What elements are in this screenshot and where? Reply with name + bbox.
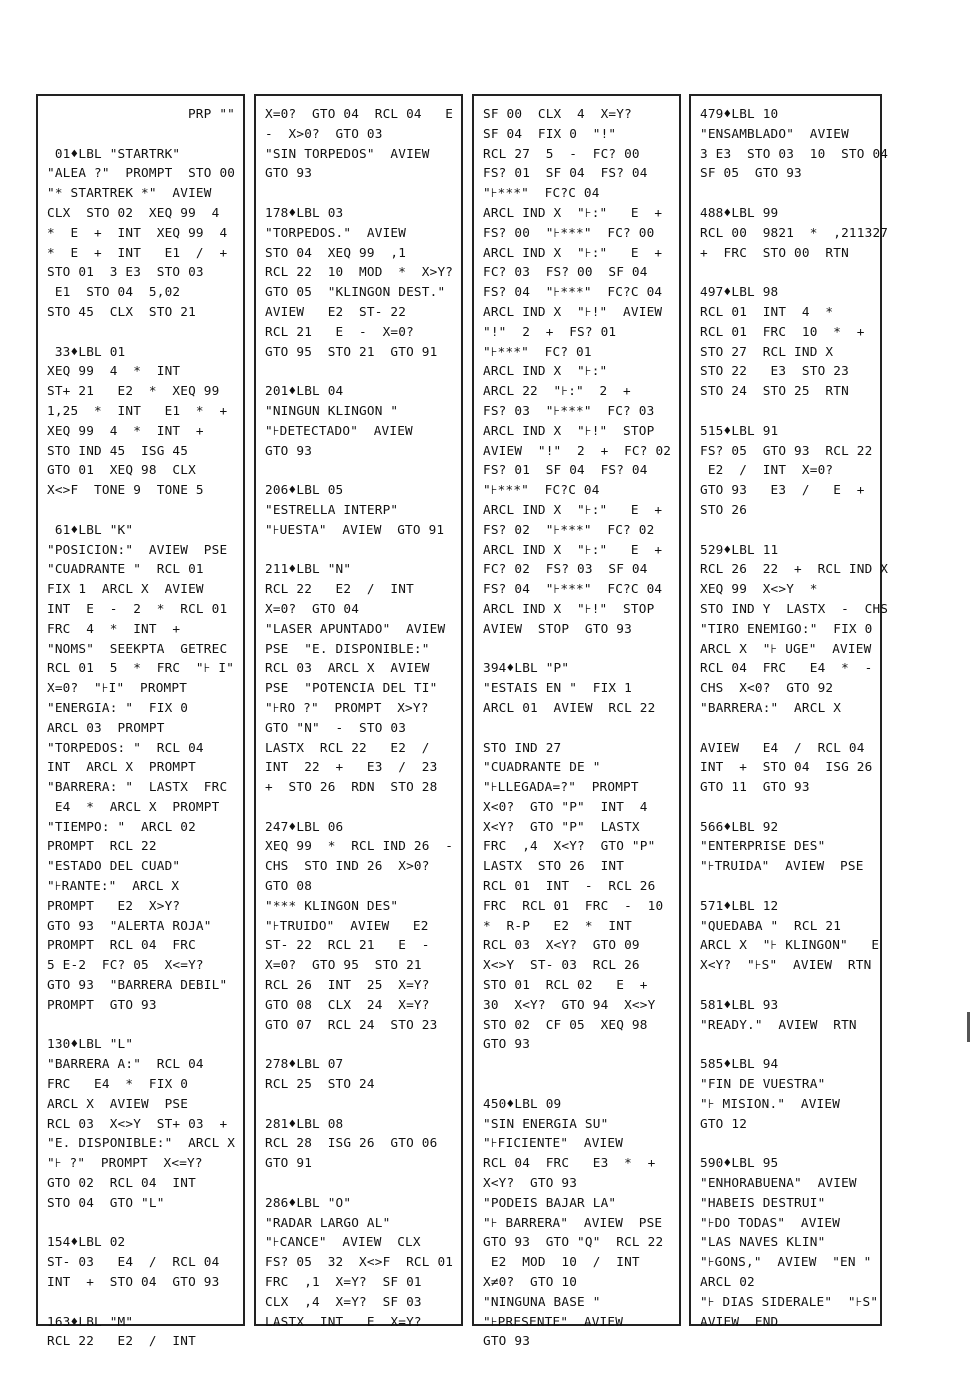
program-line <box>265 540 453 560</box>
program-line: LASTX STO 26 INT <box>483 858 625 874</box>
program-line: GTO 93 <box>483 1036 531 1052</box>
program-line: 394♦LBL "P" <box>483 660 570 676</box>
program-line: "RADAR LARGO AL" <box>265 1214 391 1230</box>
program-line: "TORPEDOS: " RCL 04 <box>47 739 204 755</box>
program-line: "⊦***" FC?C 04 <box>483 185 600 201</box>
program-line: STO 01 RCL 02 E + <box>483 977 648 993</box>
program-line: STO 22 E3 STO 23 <box>700 363 849 379</box>
program-line: "⊦***" FC?C 04 <box>483 482 600 498</box>
program-line: "⊦RANTE:" ARCL X <box>47 878 180 894</box>
program-line: 1,25 * INT E1 * + <box>47 402 228 418</box>
program-line: X=0? GTO 04 RCL 04 E <box>265 106 454 121</box>
program-line <box>265 361 453 381</box>
program-line: "PODEIS BAJAR LA" <box>483 1194 617 1210</box>
program-line: "ENHORABUENA" AVIEW <box>700 1175 857 1191</box>
program-line <box>700 262 872 282</box>
program-line: ARCL IND X "⊦:" E + <box>483 204 663 220</box>
program-line: "⊦ BARRERA" AVIEW PSE <box>483 1214 663 1230</box>
program-line: FRC ,1 X=Y? SF 01 <box>265 1274 422 1290</box>
program-line: "⊦UESTA" AVIEW GTO 91 <box>265 521 445 537</box>
program-line: RCL 21 E - X=0? <box>265 323 414 339</box>
program-line: 201♦LBL 04 <box>265 383 344 399</box>
program-line: 497♦LBL 98 <box>700 284 779 300</box>
program-line: "⊦PRESENTE" AVIEW <box>483 1313 624 1329</box>
program-line: GTO 93 <box>483 1333 531 1349</box>
program-line: PROMPT GTO 93 <box>47 996 157 1012</box>
program-line: X<0? GTO "P" INT 4 <box>483 798 648 814</box>
program-line: FS? 00 "⊦***" FC? 00 <box>483 224 655 240</box>
program-line: "CUADRANTE " RCL 01 <box>47 561 204 577</box>
program-line: 247♦LBL 06 <box>265 818 344 834</box>
program-line: "LAS NAVES KLIN" <box>700 1234 826 1250</box>
program-line: CLX STO 02 XEQ 99 4 <box>47 204 220 220</box>
program-line: AVIEW E2 ST- 22 <box>265 303 407 319</box>
program-line: GTO 07 RCL 24 STO 23 <box>265 1016 438 1032</box>
program-line: 450♦LBL 09 <box>483 1095 562 1111</box>
program-line: INT 22 + E3 / 23 <box>265 759 438 775</box>
program-line: XEQ 99 * RCL IND 26 - <box>265 838 454 854</box>
program-line: "⊦TRUIDO" AVIEW E2 <box>265 917 429 933</box>
program-line: ARCL X AVIEW PSE <box>47 1095 189 1111</box>
program-line: PRP "" <box>187 106 235 121</box>
program-line: ARCL 03 PROMPT <box>47 719 165 735</box>
program-line: PROMPT RCL 04 FRC <box>47 937 196 953</box>
program-line: "ESTAIS EN " FIX 1 <box>483 680 632 696</box>
program-line: "ALEA ?" PROMPT STO 00 <box>47 165 236 181</box>
program-line: "ENERGIA: " FIX 0 <box>47 699 189 715</box>
program-line: 278♦LBL 07 <box>265 1056 344 1072</box>
program-line: X=0? GTO 95 STO 21 <box>265 957 422 973</box>
program-line: 163♦LBL "M" <box>47 1313 134 1329</box>
program-line: PROMPT E2 X>Y? <box>47 897 181 913</box>
program-line: 3 E3 STO 03 10 STO 04 <box>700 145 889 161</box>
program-line: 130♦LBL "L" <box>47 1036 134 1052</box>
program-line: "E. DISPONIBLE:" ARCL X <box>47 1135 236 1151</box>
program-line: "BARRERA: " LASTX FRC <box>47 779 228 795</box>
program-line: 529♦LBL 11 <box>700 541 779 557</box>
program-line: + FRC STO 00 RTN <box>700 244 849 260</box>
program-line: ARCL IND X "⊦:" E + <box>483 501 663 517</box>
listing-column-4 <box>689 94 889 1329</box>
program-line: X=0? "⊦I" PROMPT <box>47 680 188 696</box>
program-line: GTO 91 <box>265 1155 313 1171</box>
program-line <box>47 500 235 520</box>
program-line: ARCL IND X "⊦!" STOP <box>483 422 655 438</box>
program-line: PSE "E. DISPONIBLE:" <box>265 640 430 656</box>
program-line <box>47 1015 235 1035</box>
program-line: STO IND 27 <box>483 739 562 755</box>
program-line: + STO 26 RDN STO 28 <box>265 779 438 795</box>
program-line: 30 X<Y? GTO 94 X<>Y <box>483 996 656 1012</box>
program-line <box>700 183 872 203</box>
program-line: "QUEDABA " RCL 21 <box>700 917 842 933</box>
program-line: GTO "N" - STO 03 <box>265 719 407 735</box>
program-line: RCL 03 X<Y? GTO 09 <box>483 937 640 953</box>
program-line: X<Y? GTO 93 <box>483 1175 578 1191</box>
program-line: * E + INT XEQ 99 4 <box>47 224 228 240</box>
program-line: RCL 01 INT - RCL 26 <box>483 878 656 894</box>
program-line <box>700 975 872 995</box>
program-line: FRC RCL 01 FRC - 10 <box>483 897 664 913</box>
program-line <box>700 1034 872 1054</box>
program-line: "HABEIS DESTRUI" <box>700 1194 826 1210</box>
program-line: GTO 93 "BARRERA DEBIL" <box>47 977 228 993</box>
program-line: ST- 22 RCL 21 E - <box>265 937 430 953</box>
program-line: FS? 03 "⊦***" FC? 03 <box>483 402 655 418</box>
program-line: 479♦LBL 10 <box>700 106 779 121</box>
program-line: "FIN DE VUESTRA" <box>700 1076 826 1092</box>
program-line: AVIEW STOP GTO 93 <box>483 620 632 636</box>
program-line: "LASER APUNTADO" AVIEW <box>265 620 446 636</box>
program-line: RCL 01 INT 4 * <box>700 303 834 319</box>
program-line: E2 / INT X=0? <box>700 462 834 478</box>
program-line: XEQ 99 X<>Y * <box>700 581 818 597</box>
program-line: RCL 01 5 * FRC "⊦ I" <box>47 660 235 676</box>
program-line: ARCL X "⊦ UGE" AVIEW <box>700 640 872 656</box>
program-line: PROMPT RCL 22 <box>47 838 157 854</box>
program-line: RCL 22 10 MOD * X>Y? <box>265 264 454 280</box>
program-line: "⊦GONS," AVIEW "EN " <box>700 1254 872 1270</box>
program-line: GTO 12 <box>700 1115 748 1131</box>
program-line: GTO 08 <box>265 878 313 894</box>
program-line <box>265 1094 453 1114</box>
program-line: ARCL IND X "⊦!" AVIEW <box>483 303 663 319</box>
program-line: 61♦LBL "K" <box>47 521 134 537</box>
program-line: GTO 02 RCL 04 INT <box>47 1175 196 1191</box>
listing-column-3 <box>472 94 681 1349</box>
program-line: "TORPEDOS." AVIEW <box>265 224 407 240</box>
program-line: X<>F TONE 9 TONE 5 <box>47 482 204 498</box>
program-line: XEQ 99 4 * INT <box>47 363 181 379</box>
program-line: X<>Y ST- 03 RCL 26 <box>483 957 640 973</box>
program-line: XEQ 99 4 * INT + <box>47 422 204 438</box>
program-line: - X>0? GTO 03 <box>265 125 383 141</box>
program-line: 154♦LBL 02 <box>47 1234 126 1250</box>
program-line: STO IND 45 ISG 45 <box>47 442 189 458</box>
program-line: CLX ,4 X=Y? SF 03 <box>265 1293 422 1309</box>
program-line <box>265 460 453 480</box>
program-line: "* STARTREK *" AVIEW <box>47 185 212 201</box>
program-line: CHS X<0? GTO 92 <box>700 680 834 696</box>
program-line: STO 04 XEQ 99 ,1 <box>265 244 407 260</box>
program-line: * E + INT E1 / + <box>47 244 228 260</box>
program-line: "ESTRELLA INTERP" <box>265 501 399 517</box>
program-line: RCL 25 STO 24 <box>265 1076 375 1092</box>
program-line: RCL 03 ARCL X AVIEW <box>265 660 430 676</box>
program-line: LASTX INT E X=Y? <box>265 1313 422 1329</box>
program-line: GTO 05 "KLINGON DEST." <box>265 284 446 300</box>
program-line: 585♦LBL 94 <box>700 1056 779 1072</box>
program-line: RCL 26 INT 25 X=Y? <box>265 977 430 993</box>
program-line: 515♦LBL 91 <box>700 422 779 438</box>
program-line: "TIRO ENEMIGO:" FIX 0 <box>700 620 873 636</box>
program-line: FRC E4 * FIX 0 <box>47 1076 189 1092</box>
program-line: RCL 01 FRC 10 * + <box>700 323 865 339</box>
program-line: INT ARCL X PROMPT <box>47 759 196 775</box>
program-line: STO 27 RCL IND X <box>700 343 834 359</box>
program-line: RCL 22 E2 / INT <box>47 1333 196 1349</box>
program-line: 5 E-2 FC? 05 X<=Y? <box>47 957 204 973</box>
program-line: "TIEMPO: " ARCL 02 <box>47 818 196 834</box>
program-line <box>265 797 453 817</box>
program-line: 571♦LBL 12 <box>700 897 779 913</box>
listing-column-1 <box>36 94 245 1349</box>
program-line: GTO 93 "ALERTA ROJA" <box>47 917 212 933</box>
program-line <box>47 124 235 144</box>
program-line: CHS STO IND 26 X>0? <box>265 858 430 874</box>
program-line: "⊦ MISION." AVIEW <box>700 1095 841 1111</box>
program-line: AVIEW "!" 2 + FC? 02 <box>483 442 672 458</box>
program-line: "⊦TRUIDA" AVIEW PSE <box>700 858 864 874</box>
program-line: "BARRERA:" ARCL X <box>700 699 842 715</box>
program-line: X<Y? GTO "P" LASTX <box>483 818 640 834</box>
program-line: "⊦DO TODAS" AVIEW <box>700 1214 841 1230</box>
program-line <box>265 1173 453 1193</box>
program-line: ARCL IND X "⊦:" E + <box>483 244 663 260</box>
program-line: RCL 00 9821 * ,211327 <box>700 224 889 240</box>
program-line: ARCL IND X "⊦!" STOP <box>483 600 655 616</box>
program-line: RCL 03 X<>Y ST+ 03 + <box>47 1115 228 1131</box>
program-line: LASTX RCL 22 E2 / <box>265 739 430 755</box>
program-line: "⊦***" FC? 01 <box>483 343 592 359</box>
program-line: "⊦ ?" PROMPT X<=Y? <box>47 1155 203 1171</box>
program-line: "POSICION:" AVIEW PSE <box>47 541 228 557</box>
program-line: RCL 22 E2 / INT <box>265 581 414 597</box>
program-line: STO 04 GTO "L" <box>47 1194 165 1210</box>
program-line: E2 MOD 10 / INT <box>483 1254 640 1270</box>
program-line: GTO 95 STO 21 GTO 91 <box>265 343 438 359</box>
program-line: 01♦LBL "STARTRK" <box>47 145 181 161</box>
program-line: "ESTADO DEL CUAD" <box>47 858 181 874</box>
program-line: STO 26 <box>700 501 748 517</box>
program-line: "SIN ENERGIA SU" <box>483 1115 609 1131</box>
program-line: "NINGUN KLINGON " <box>265 402 399 418</box>
program-line: RCL 04 FRC E4 * - <box>700 660 873 676</box>
program-line: "ENTERPRISE DES" <box>700 838 826 854</box>
program-line: GTO 11 GTO 93 <box>700 779 810 795</box>
program-line: 178♦LBL 03 <box>265 204 344 220</box>
program-line: FS? 05 GTO 93 RCL 22 <box>700 442 873 458</box>
program-line: RCL 26 22 + RCL IND X <box>700 561 889 577</box>
program-line <box>483 1054 671 1074</box>
program-line: 566♦LBL 92 <box>700 818 779 834</box>
program-line: INT + STO 04 GTO 93 <box>47 1274 220 1290</box>
program-line: X=0? GTO 04 <box>265 600 360 616</box>
program-line: ARCL 22 "⊦:" 2 + <box>483 383 631 399</box>
program-line: "READY." AVIEW RTN <box>700 1016 857 1032</box>
program-line: ARCL IND X "⊦:" E + <box>483 541 663 557</box>
program-line <box>483 639 671 659</box>
program-line: SF 04 FIX 0 "!" <box>483 125 617 141</box>
program-line: ARCL IND X "⊦:" <box>483 363 608 379</box>
program-line: 286♦LBL "O" <box>265 1194 352 1210</box>
program-line: FS? 01 SF 04 FS? 04 <box>483 462 648 478</box>
program-line <box>47 1213 235 1233</box>
program-line <box>700 520 872 540</box>
program-line: FS? 01 SF 04 FS? 04 <box>483 165 648 181</box>
program-line: GTO 93 <box>265 442 313 458</box>
program-line: X≠0? GTO 10 <box>483 1274 578 1290</box>
program-line: RCL 27 5 - FC? 00 <box>483 145 640 161</box>
program-line: GTO 93 E3 / E + <box>700 482 865 498</box>
program-line <box>700 797 872 817</box>
program-line: STO 24 STO 25 RTN <box>700 383 849 399</box>
program-line: ST- 03 E4 / RCL 04 <box>47 1254 220 1270</box>
program-line: "BARRERA A:" RCL 04 <box>47 1056 204 1072</box>
program-line: STO 02 CF 05 XEQ 98 <box>483 1016 648 1032</box>
program-line: 281♦LBL 08 <box>265 1115 344 1131</box>
program-line: SF 00 CLX 4 X=Y? <box>483 106 632 121</box>
program-line: "⊦ DIAS SIDERALE" "⊦S" <box>700 1293 879 1309</box>
program-line <box>700 876 872 896</box>
program-line: FIX 1 ARCL X AVIEW <box>47 581 204 597</box>
program-line: INT E - 2 * RCL 01 <box>47 600 228 616</box>
program-line: "⊦DETECTADO" AVIEW <box>265 422 413 438</box>
program-line <box>47 1292 235 1312</box>
program-line: "NINGUNA BASE " <box>483 1293 601 1309</box>
program-line: STO 01 3 E3 STO 03 <box>47 264 204 280</box>
program-line: 211♦LBL "N" <box>265 561 352 577</box>
program-line: GTO 93 <box>265 165 313 181</box>
program-line: 33♦LBL 01 <box>47 343 126 359</box>
program-line: E1 STO 04 5,02 <box>47 284 181 300</box>
program-line: FS? 04 "⊦***" FC?C 04 <box>483 284 663 300</box>
listing-column-2 <box>254 94 463 1329</box>
program-line: X<Y? "⊦S" AVIEW RTN <box>700 957 872 973</box>
program-line: "⊦CANCE" AVIEW CLX <box>265 1234 421 1250</box>
program-line: GTO 93 GTO "Q" RCL 22 <box>483 1234 664 1250</box>
program-line: "⊦RO ?" PROMPT X>Y? <box>265 699 429 715</box>
program-line: "!" 2 + FS? 01 <box>483 323 617 339</box>
program-line: "SIN TORPEDOS" AVIEW <box>265 145 430 161</box>
program-line: FC? 03 FS? 00 SF 04 <box>483 264 648 280</box>
program-line <box>265 183 453 203</box>
program-line <box>47 322 235 342</box>
program-line: AVIEW END <box>700 1313 779 1329</box>
program-line: FS? 02 "⊦***" FC? 02 <box>483 521 655 537</box>
program-line: RCL 04 FRC E3 * + <box>483 1155 656 1171</box>
program-line: "ENSAMBLADO" AVIEW <box>700 125 849 141</box>
program-line: AVIEW E4 / RCL 04 <box>700 739 865 755</box>
program-line: ARCL X "⊦ KLINGON" E <box>700 937 880 953</box>
program-line: STO 45 CLX STO 21 <box>47 303 196 319</box>
program-line: 488♦LBL 99 <box>700 204 779 220</box>
program-line: GTO 01 XEQ 98 CLX <box>47 462 196 478</box>
program-line: 581♦LBL 93 <box>700 996 779 1012</box>
program-line: STO IND Y LASTX - CHS <box>700 600 889 616</box>
program-line: RCL 28 ISG 26 GTO 06 <box>265 1135 438 1151</box>
program-line: "CUADRANTE DE " <box>483 759 601 775</box>
program-line: SF 05 GTO 93 <box>700 165 802 181</box>
program-line: "NOMS" SEEKPTA GETREC <box>47 640 228 656</box>
program-line <box>700 718 872 738</box>
program-line: ARCL 01 AVIEW RCL 22 <box>483 699 656 715</box>
program-line <box>700 401 872 421</box>
program-line: * R-P E2 * INT <box>483 917 632 933</box>
program-line: INT + STO 04 ISG 26 <box>700 759 873 775</box>
program-line: E4 * ARCL X PROMPT <box>47 798 220 814</box>
program-line: ARCL 02 <box>700 1274 755 1290</box>
program-line: "⊦LLEGADA=?" PROMPT <box>483 779 639 795</box>
program-line: FRC 4 * INT + <box>47 620 181 636</box>
program-line <box>483 718 671 738</box>
program-line: FC? 02 FS? 03 SF 04 <box>483 561 648 577</box>
program-line <box>265 1034 453 1054</box>
program-line: "*** KLINGON DES" <box>265 897 399 913</box>
program-line <box>483 1074 671 1094</box>
program-line: GTO 08 CLX 24 X=Y? <box>265 996 430 1012</box>
program-line: ST+ 21 E2 * XEQ 99 <box>47 383 220 399</box>
program-line: FS? 05 32 X<>F RCL 01 <box>265 1254 454 1270</box>
program-line: PSE "POTENCIA DEL TI" <box>265 680 438 696</box>
program-line: "⊦FICIENTE" AVIEW <box>483 1135 624 1151</box>
program-line <box>700 1133 872 1153</box>
program-line: FRC ,4 X<Y? GTO "P" <box>483 838 656 854</box>
program-line: 206♦LBL 05 <box>265 482 344 498</box>
program-line: 590♦LBL 95 <box>700 1155 779 1171</box>
program-line: FS? 04 "⊦***" FC?C 04 <box>483 581 663 597</box>
